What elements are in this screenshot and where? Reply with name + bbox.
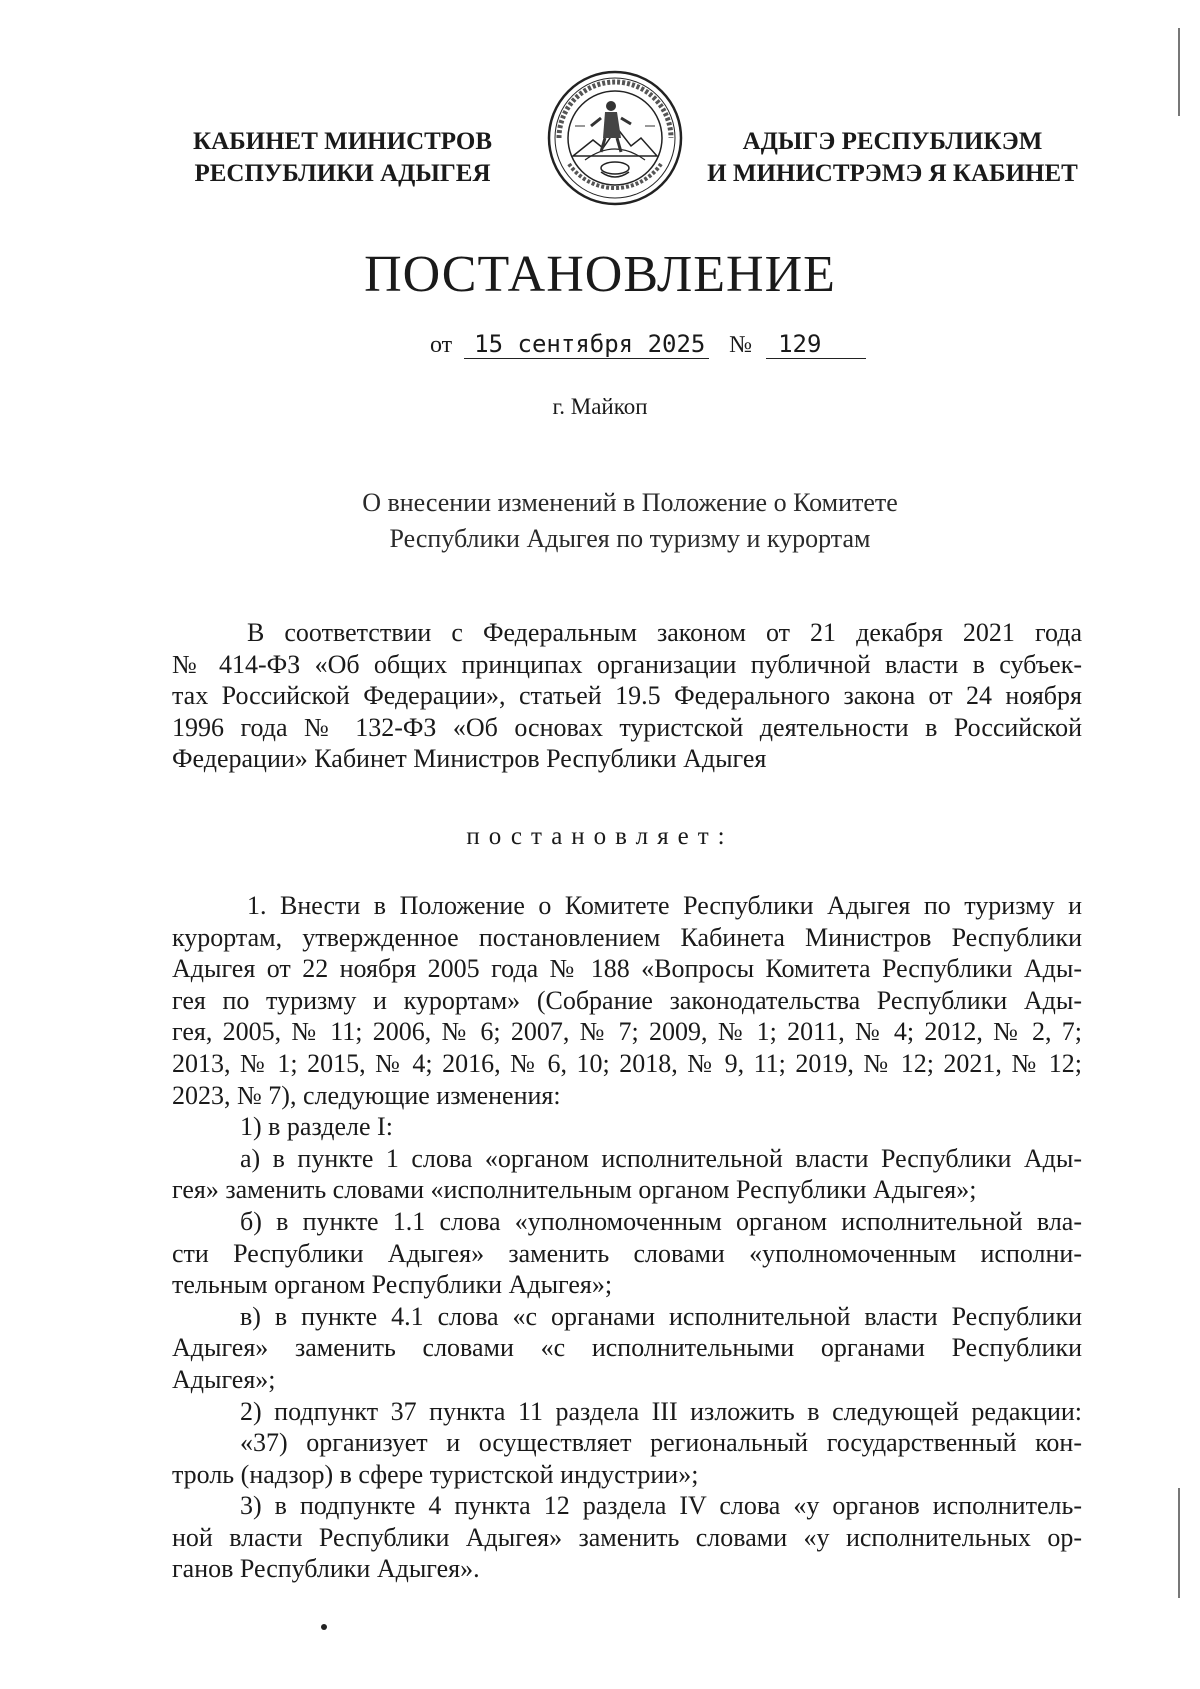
issuer-russian-line-1: КАБИНЕТ МИНИСТРОВ xyxy=(192,128,493,155)
subject-line-2: Республики Адыгея по туризму и курортам xyxy=(389,524,871,553)
issuer-russian-line-2: РЕСПУБЛИКИ АДЫГЕЯ xyxy=(194,160,491,187)
body-line: 2013, № 1; 2015, № 4; 2016, № 6, 10; 2018, № 9, 11; 2019, № 12; 2021, № 12; xyxy=(172,1048,1082,1078)
city-of-issue: г. Майкоп xyxy=(552,394,648,419)
document-subject xyxy=(0,485,1200,557)
body-line: Адыгея»; xyxy=(172,1364,276,1394)
preamble-line: № 414-ФЗ «Об общих принципах организации публичной власти в субъек- xyxy=(172,649,1082,679)
scan-edge-mark xyxy=(1178,1488,1180,1598)
body-line: гея, 2005, № 11; 2006, № 6; 2007, № 7; 2009, № 1; 2011, № 4; 2012, № 2, 7; xyxy=(172,1017,1082,1047)
body-line: «37) организует и осуществляет региональный государственный кон- xyxy=(240,1428,1082,1458)
body-line: Адыгея от 22 ноября 2005 года № 188 «Вопросы Комитета Республики Ады- xyxy=(172,954,1082,984)
issuer-russian xyxy=(170,126,515,190)
preamble xyxy=(172,617,1082,775)
body-line: Адыгея» заменить словами «с исполнительными органами Республики xyxy=(172,1333,1082,1363)
document-type-title: ПОСТАНОВЛЕНИЕ xyxy=(364,246,836,303)
body-line: 1) в разделе I: xyxy=(240,1112,393,1142)
body-line: 2023, № 7), следующие изменения: xyxy=(172,1080,561,1110)
document-date: 15 сентября 2025 xyxy=(464,330,709,359)
body-line: гея по туризму и курортам» (Собрание законодательства Республики Ады- xyxy=(172,985,1082,1015)
body-line: б) в пункте 1.1 слова «уполномоченным органом исполнительной вла- xyxy=(240,1206,1082,1236)
preamble-line: Федерации» Кабинет Министров Республики Адыгея xyxy=(172,744,767,774)
coat-of-arms-emblem xyxy=(545,68,685,208)
date-prefix: от xyxy=(430,332,453,358)
body-line: в) в пункте 4.1 слова «с органами исполнительной власти Республики xyxy=(240,1301,1082,1331)
scan-edge-mark xyxy=(1178,28,1180,116)
body-line: гея» заменить словами «исполнительным органом Республики Адыгея»; xyxy=(172,1175,977,1205)
body-line: 2) подпункт 37 пункта 11 раздела III изложить в следующей редакции: xyxy=(240,1396,1082,1426)
body-line: ной власти Республики Адыгея» заменить словами «у исполнительных ор- xyxy=(172,1522,1082,1552)
date-number-line xyxy=(430,330,866,359)
body-line: троль (надзор) в сфере туристской индустрии»; xyxy=(172,1459,699,1489)
body-line: а) в пункте 1 слова «органом исполнительной власти Республики Ады- xyxy=(240,1143,1082,1173)
body-line: 3) в подпункте 4 пункта 12 раздела IV слова «у органов исполнитель- xyxy=(240,1491,1082,1521)
issuer-adyghe-line-1: АДЫГЭ РЕСПУБЛИКЭМ xyxy=(742,128,1043,155)
issuer-adyghe xyxy=(695,126,1090,190)
document-number: 129 xyxy=(766,330,866,359)
body-line: курортам, утвержденное постановлением Кабинета Министров Республики xyxy=(172,922,1082,952)
body-line: тельным органом Республики Адыгея»; xyxy=(172,1270,613,1300)
subject-line-1: О внесении изменений в Положение о Комитете xyxy=(362,488,898,517)
body-line: ганов Республики Адыгея». xyxy=(172,1554,480,1584)
resolution-body xyxy=(172,890,1082,1585)
preamble-line: тах Российской Федерации», статьей 19.5 Федерального закона от 24 ноября xyxy=(172,681,1082,711)
issuer-adyghe-line-2: И МИНИСТРЭМЭ Я КАБИНЕТ xyxy=(707,160,1078,187)
preamble-line: В соответствии с Федеральным законом от 21 декабря 2021 года xyxy=(247,618,1082,647)
body-line: сти Республики Адыгея» заменить словами «уполномоченным исполни- xyxy=(172,1238,1082,1268)
body-line: 1. Внести в Положение о Комитете Республики Адыгея по туризму и xyxy=(247,891,1082,920)
resolves-heading: постановляет: xyxy=(466,823,734,850)
scan-speck xyxy=(321,1624,327,1630)
preamble-line: 1996 года № 132-ФЗ «Об основах туристской деятельности в Российской xyxy=(172,712,1082,742)
number-sign: № xyxy=(729,332,753,358)
